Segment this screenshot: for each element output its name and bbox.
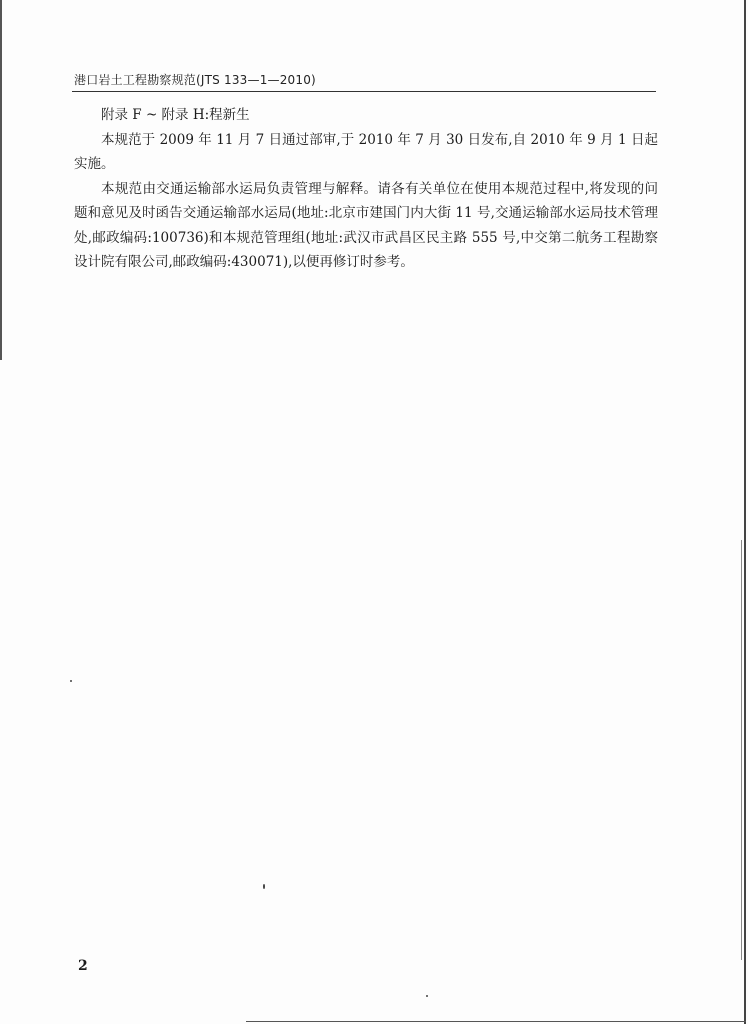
scan-speck: [263, 884, 265, 889]
paragraph-appendix-authors: 附录 F ~ 附录 H:程新生: [101, 107, 250, 123]
scan-edge-left: [0, 0, 2, 360]
running-header-title: 港口岩土工程勘察规范(JTS 133—1—2010): [74, 73, 316, 87]
scan-edge-right-inner: [741, 540, 742, 960]
paragraph-effective-date: 本规范于 2009 年 11 月 7 日通过部审,于 2010 年 7 月 30 日发布,自 2010 年 9 月 1 日起实施。: [74, 131, 658, 172]
scan-edge-bottom: [246, 1021, 746, 1022]
page-number: 2: [78, 958, 88, 974]
scan-speck: [70, 680, 72, 682]
header-rule: [72, 91, 656, 92]
paragraph-management: 本规范由交通运输部水运局负责管理与解释。请各有关单位在使用本规范过程中,将发现的问题和意见及时函告交通运输部水运局(地址:北京市建国门内大街 11 号,交通运输部水运局技术管理处,邮政编码:100736)和本规范管理组(地址:武汉市武昌区民主路 555 号,中交第二航务工程勘察设计院有限公司,邮政编码:430071),以便再修订时参考。: [74, 180, 658, 270]
scan-edge-right: [744, 0, 746, 1024]
scan-speck: [426, 995, 428, 997]
body-text: [74, 103, 658, 275]
